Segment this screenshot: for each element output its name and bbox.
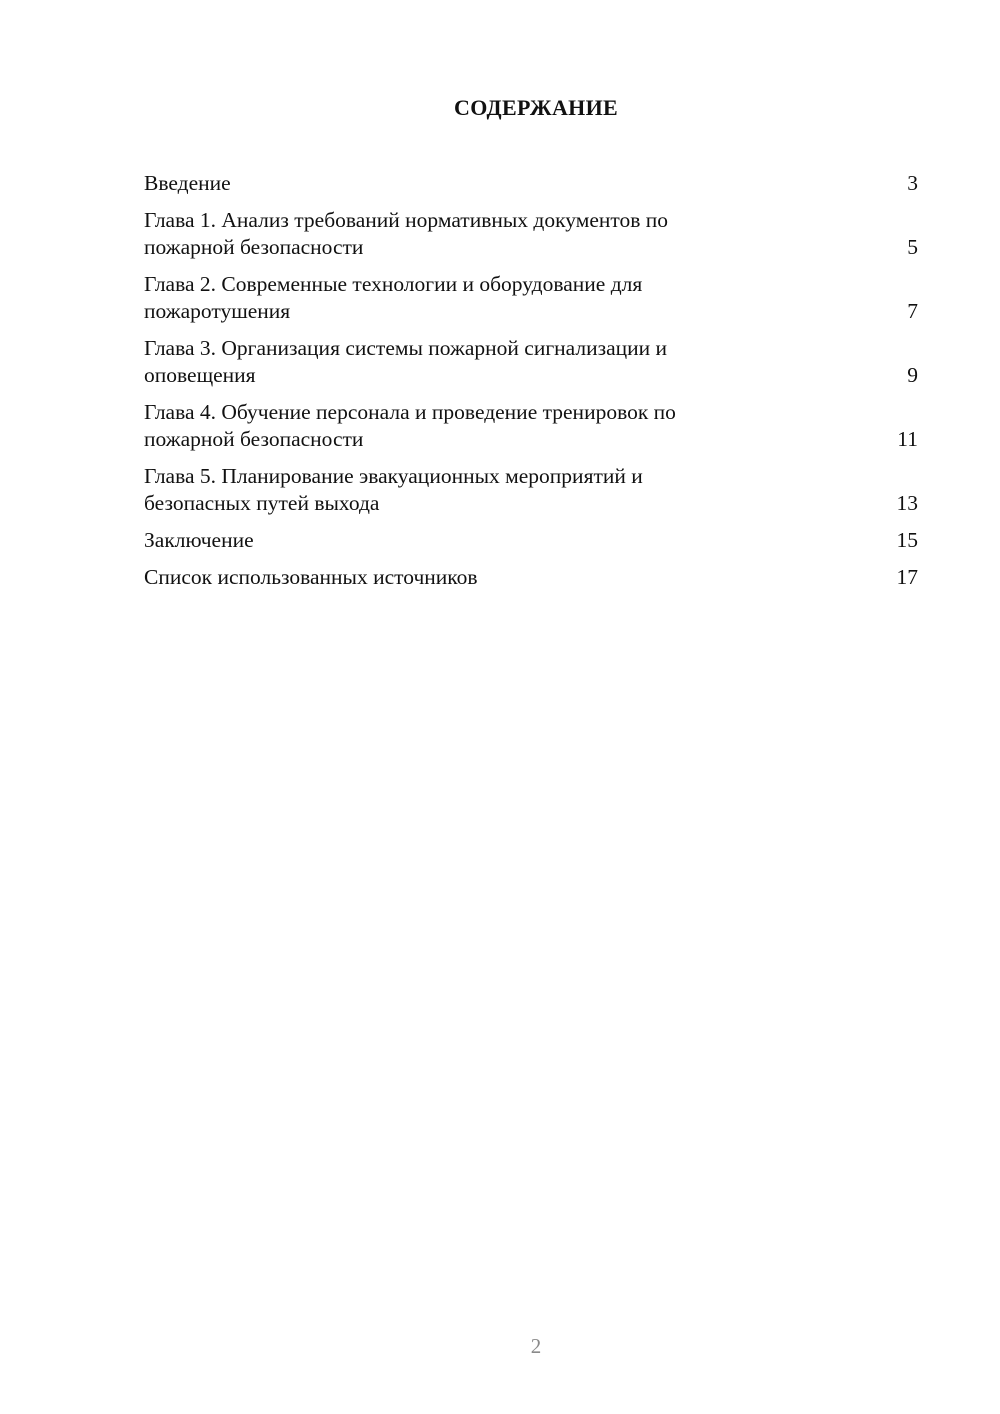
toc-entry-chapter-2 — [144, 271, 918, 325]
toc-entry-text: Глава 2. Современные технологии и оборудование для пожаротушения — [144, 272, 643, 323]
toc-entry-page-number: 7 — [907, 299, 918, 323]
toc-entry-page-number: 17 — [896, 565, 918, 589]
page-title: СОДЕРЖАНИЕ — [454, 95, 618, 120]
toc-entry-references — [144, 564, 918, 591]
toc-entry-text: Глава 5. Планирование эвакуационных мероприятий и безопасных путей выхода — [144, 464, 643, 515]
toc-entry-text: Глава 3. Организация системы пожарной сигнализации и оповещения — [144, 336, 668, 387]
toc-entry-text: Введение — [144, 171, 231, 195]
table-of-contents — [144, 170, 918, 601]
toc-entry-chapter-3 — [144, 335, 918, 389]
toc-entry-chapter-1 — [144, 207, 918, 261]
toc-entry-text: Глава 4. Обучение персонала и проведение тренировок по пожарной безопасности — [144, 400, 676, 451]
page-number: 2 — [530, 1334, 542, 1358]
toc-entry-page-number: 9 — [907, 363, 918, 387]
toc-entry-text: Глава 1. Анализ требований нормативных документов по пожарной безопасности — [144, 208, 669, 259]
toc-entry-page-number: 15 — [896, 528, 918, 552]
toc-entry-text: Заключение — [144, 528, 254, 552]
toc-entry-page-number: 3 — [907, 171, 918, 195]
toc-entry-page-number: 13 — [896, 491, 918, 515]
toc-entry-conclusion — [144, 527, 918, 554]
toc-entry-text: Список использованных источников — [144, 565, 478, 589]
toc-entry-page-number: 5 — [907, 235, 918, 259]
toc-entry-introduction — [144, 170, 918, 197]
toc-entry-page-number: 11 — [897, 427, 918, 451]
toc-entry-chapter-5 — [144, 463, 918, 517]
toc-entry-chapter-4 — [144, 399, 918, 453]
